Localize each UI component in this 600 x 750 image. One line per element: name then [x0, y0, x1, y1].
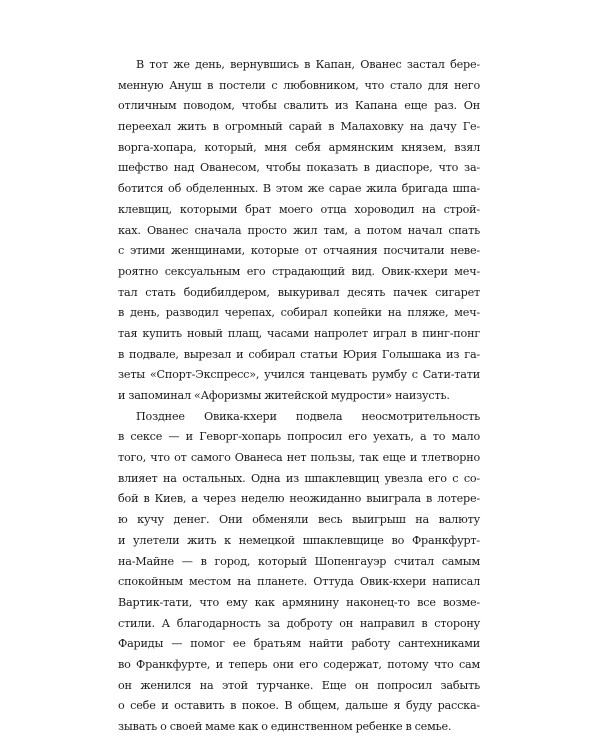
text-line: с этими женщинами, которые от отчаяния посчитали неве-: [118, 244, 480, 258]
text-line: на-Майне — в город, который Шопенгауэр считал самым: [118, 554, 480, 568]
text-line: отличным поводом, чтобы свалить из Капана еще раз. Он: [118, 99, 480, 113]
page-text: [118, 55, 480, 738]
text-line: в подвале, вырезал и собирал статьи Юрия Голышака из га-: [118, 347, 480, 361]
text-line: и запоминал «Афоризмы житейской мудрости» наизусть.: [118, 389, 450, 402]
text-line: в день, разводил черепах, собирал копейки на пляже, меч-: [118, 306, 480, 320]
text-line: о себе и оставить в покое. В общем, дальше я буду расска-: [118, 699, 480, 713]
text-line: тал стать бодибилдером, выкуривал десять пачек сигарет: [118, 285, 480, 299]
text-line: в сексе — и Геворг-хопарь попросил его уехать, а то мало: [118, 430, 480, 444]
text-line: менную Ануш в постели с любовником, что стало для него: [118, 78, 480, 92]
text-line: спокойным местом на планете. Оттуда Овик-кхери написал: [118, 575, 480, 589]
text-line: тая купить новый плащ, часами напролет играл в пинг-понг: [118, 326, 480, 340]
text-line: переехал жить в огромный сарай в Малаховку на дачу Ге-: [118, 120, 480, 134]
text-line: Вартик-тати, что ему как армянину наконец-то все возме-: [118, 595, 480, 609]
text-line: во Франкфурте, и теперь они его содержат, потому что сам: [118, 657, 480, 671]
text-line: и улетели жить к немецкой шпаклевщице во Франкфурт-: [118, 533, 480, 547]
text-line: зеты «Спорт-Экспресс», учился танцевать румбу с Сати-тати: [118, 368, 480, 382]
text-line: ворга-хопара, который, мня себя армянским князем, взял: [118, 140, 480, 154]
text-line: роятно сексуальным его страдающий вид. Овик-кхери меч-: [118, 264, 480, 278]
paragraph: [118, 55, 480, 407]
text-line: он женился на этой турчанке. Еще он попросил забыть: [118, 678, 480, 692]
text-line: шефство над Ованесом, чтобы показать в диаспоре, что за-: [118, 161, 480, 175]
text-line: того, что от самого Ованеса нет пользы, так еще и тлетворно: [118, 451, 480, 465]
text-line: влияет на остальных. Одна из шпаклевщиц увезла его с со-: [118, 471, 480, 485]
text-line: бой в Киев, а через неделю неожиданно выиграла в лотере-: [118, 492, 480, 506]
paragraph: [118, 407, 480, 738]
text-line: ботится об обделенных. В этом же сарае жила бригада шпа-: [118, 182, 480, 196]
text-line: стили. А благодарность за доброту он направил в сторону: [118, 616, 480, 630]
text-line: ках. Ованес сначала просто жил там, а потом начал спать: [118, 223, 480, 237]
text-line: Позднее Овика-кхери подвела неосмотрительность: [136, 409, 480, 423]
text-line: В тот же день, вернувшись в Капан, Ованес застал бере-: [136, 58, 480, 71]
text-line: Фариды — помог ее братьям найти работу сантехниками: [118, 637, 480, 651]
text-line: ю кучу денег. Они обменяли весь выигрыш на валюту: [118, 513, 480, 527]
text-line: зывать о своей маме как о единственном ребенке в семье.: [118, 720, 452, 733]
text-line: клевщиц, которыми брат моего отца хороводил на строй-: [118, 202, 480, 216]
